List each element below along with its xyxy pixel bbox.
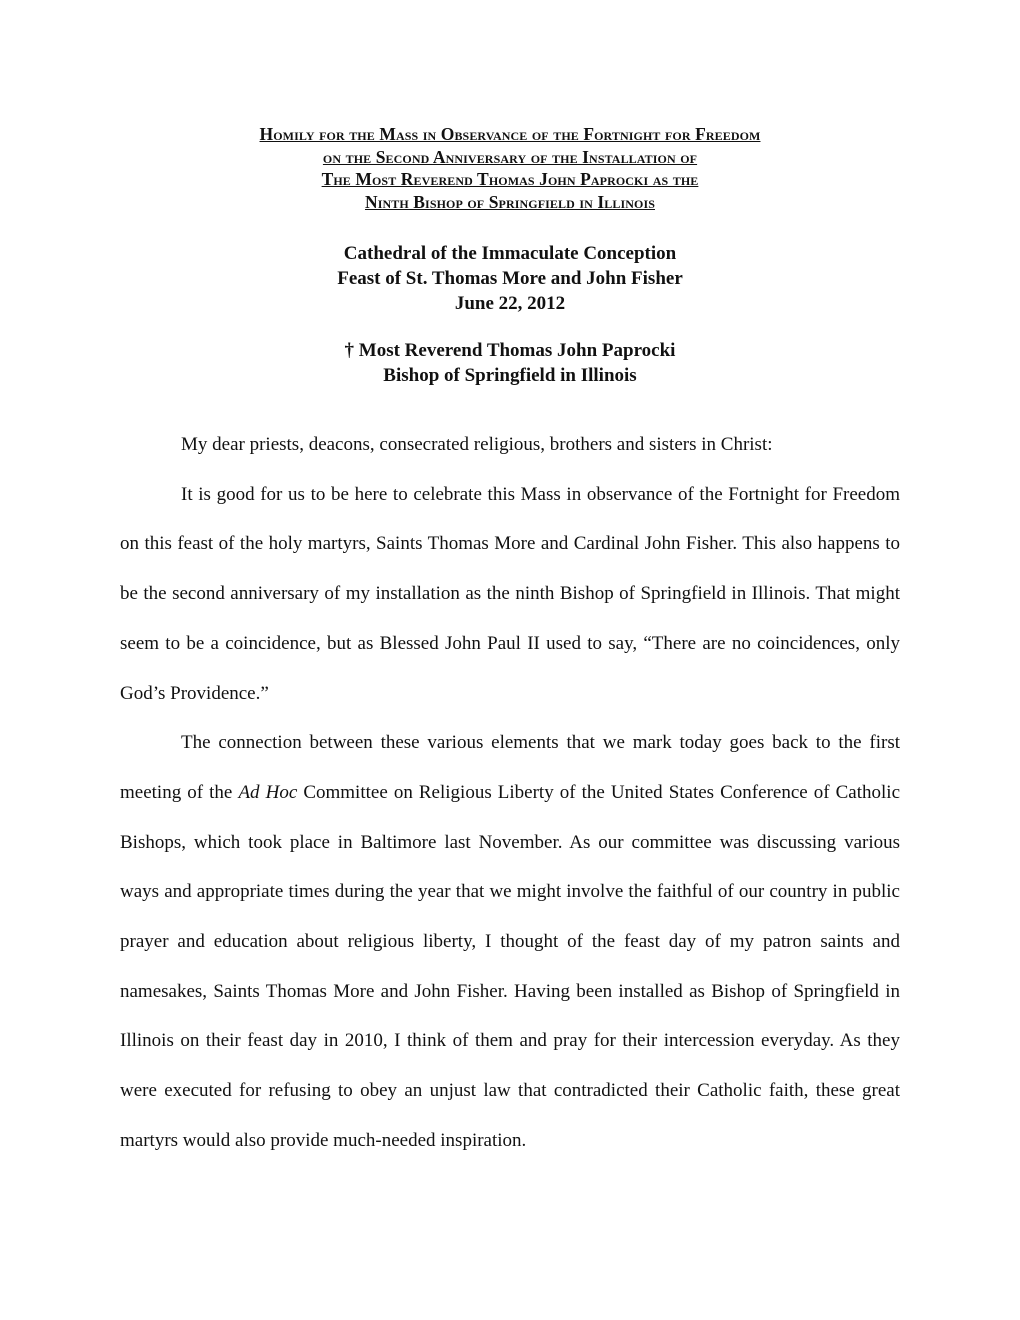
title-line: on the Second Anniversary of the Installation of — [322, 146, 698, 167]
paragraph-2-start: The connection between these various elements that we mark today goes back to the first meeting of the — [120, 732, 900, 803]
author-title: Bishop of Springfield in Illinois — [383, 365, 637, 386]
title-line: Ninth Bishop of Springfield in Illinois — [364, 191, 655, 212]
paragraph-2-end: Committee on Religious Liberty of the United States Conference of Catholic Bishops, which took place in Baltimore last November. As our committee was discussing various ways and appropriate times during the year that we might involve the faithful of our country in public prayer and education about religious liberty, I thought of the feast day of my patron saints and namesakes, Saints Thomas More and John Fisher. Having been installed as Bishop of Springfield in Illinois on their feast day in 2010, I think of them and pray for their intercession everyday. As they were executed for refusing to obey an unjust law that contradicted their Catholic faith, these great martyrs would also provide much-needed inspiration. — [120, 781, 901, 1151]
paragraph-2-italic: Ad Hoc — [238, 781, 298, 803]
homily-title — [0, 123, 1020, 213]
date: June 22, 2012 — [454, 293, 566, 314]
venue: Cathedral of the Immaculate Conception — [343, 243, 677, 264]
author-name: † Most Reverend Thomas John Paprocki — [344, 340, 676, 361]
paragraph-1: It is good for us to be here to celebrate this Mass in observance of the Fortnight for Freedom on this feast of the holy martyrs, Saints Thomas More and Cardinal John Fisher. This also happens to be the second anniversary of my installation as the ninth Bishop of Springfield in Illinois. That might seem to be a coincidence, but as Blessed John Paul II used to say, “There are no coincidences, only God’s Providence.” — [120, 483, 900, 704]
salutation: My dear priests, deacons, consecrated religious, brothers and sisters in Christ: — [181, 434, 773, 455]
occasion-block — [0, 241, 1020, 316]
author-block — [0, 338, 1020, 388]
title-line: The Most Reverend Thomas John Paprocki as the — [321, 169, 699, 189]
title-line: Homily for the Mass in Observance of the Fortnight for Freedom — [259, 124, 761, 144]
homily-body — [120, 420, 900, 1166]
paragraph-2 — [120, 718, 900, 1165]
feast: Feast of St. Thomas More and John Fisher — [337, 268, 683, 289]
